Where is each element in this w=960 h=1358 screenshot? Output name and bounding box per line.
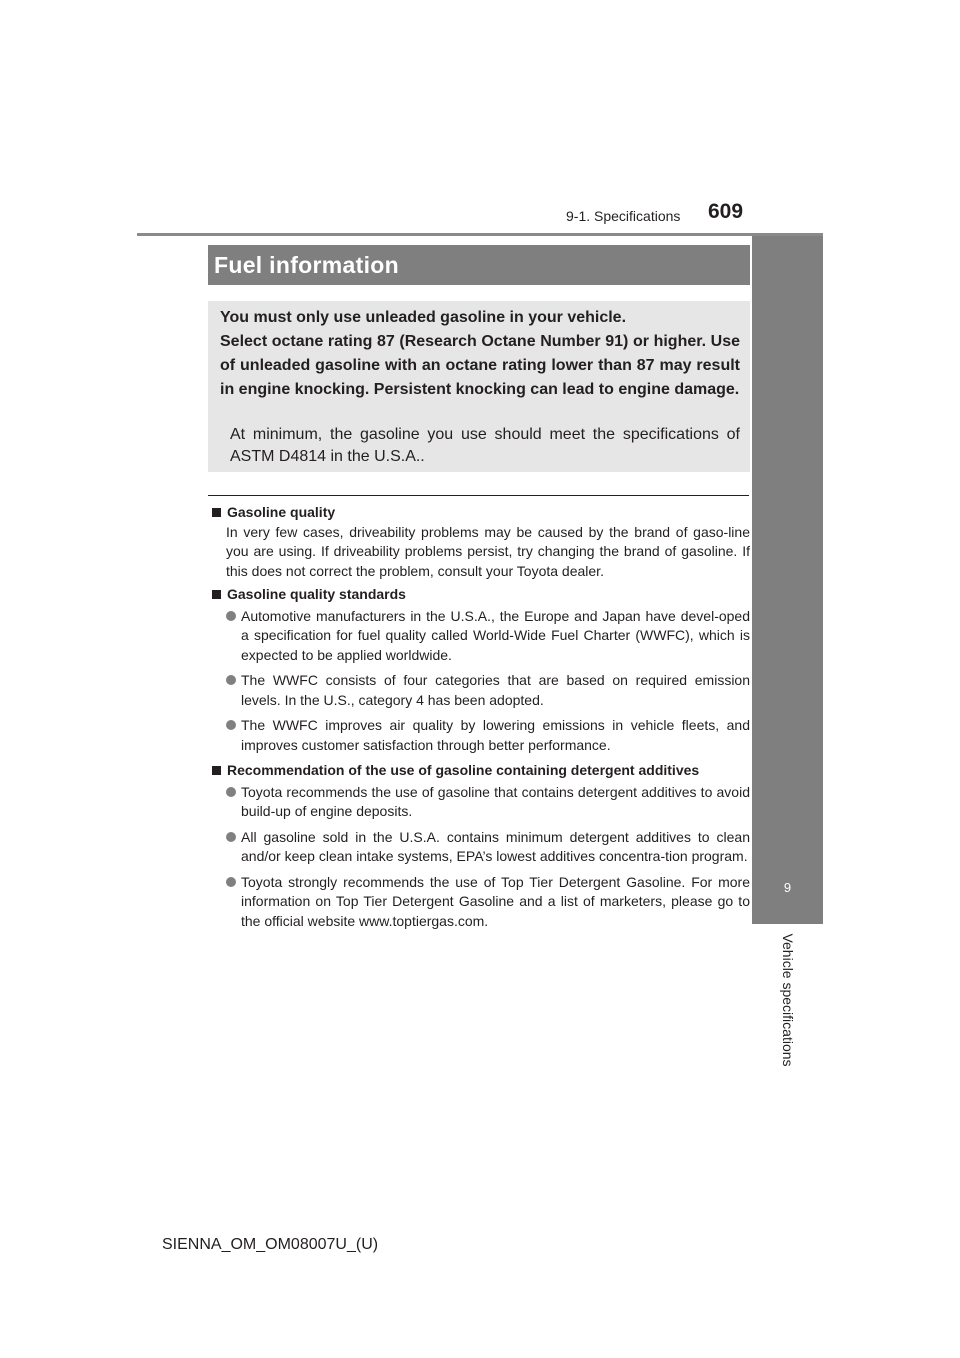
circle-bullet-icon [226, 675, 236, 685]
list-item-text: All gasoline sold in the U.S.A. contains minimum detergent additives to clean and/or keep clean intake systems, EPA’s lowest additives concentra-tion program. [241, 828, 750, 864]
list-item-text: Toyota strongly recommends the use of Top Tier Detergent Gasoline. For more information on Top Tier Detergent Gasoline and a list of marketers, please go to the official website www.toptiergas.com. [241, 873, 750, 929]
page-number: 609 [708, 200, 744, 223]
chapter-label-container [776, 932, 800, 1082]
list-item-text: The WWFC improves air quality by lowering emissions in vehicle fleets, and improves customer satisfaction through better performance. [241, 717, 750, 753]
circle-bullet-icon [226, 787, 236, 797]
section-heading [210, 761, 750, 781]
section-heading-text: Recommendation of the use of gasoline containing detergent additives [227, 762, 700, 778]
intro-note: At minimum, the gasoline you use should meet the specifications of ASTM D4814 in the U.S.A.. [230, 426, 740, 465]
square-bullet-icon [212, 590, 221, 599]
list-item [226, 873, 750, 932]
circle-bullet-icon [226, 877, 236, 887]
square-bullet-icon [212, 508, 221, 517]
page-title: Fuel information [214, 252, 399, 278]
intro-paragraph: Select octane rating 87 (Research Octane Number 91) or higher. Use of unleaded gasoline with an octane rating lower than 87 may result in engine knocking. Persistent knocking can lead to engine damage. [220, 333, 740, 398]
list-item [226, 671, 750, 710]
square-bullet-icon [212, 766, 221, 775]
list-item [226, 783, 750, 822]
circle-bullet-icon [226, 832, 236, 842]
intro-paragraph: You must only use unleaded gasoline in your vehicle. [220, 309, 627, 326]
header-divider [137, 233, 823, 236]
intro-bold-text [220, 306, 740, 402]
list-item [226, 716, 750, 755]
section-heading [210, 585, 750, 605]
section-divider [208, 495, 749, 496]
list-item-text: The WWFC consists of four categories that are based on required emission levels. In the U.S., category 4 has been adopted. [241, 672, 750, 708]
list-item-text: Automotive manufacturers in the U.S.A., the Europe and Japan have devel-oped a specification for fuel quality called World-Wide Fuel Charter (WWFC), which is expected to be applied worldwide. [241, 607, 750, 663]
section-paragraph: In very few cases, driveability problems may be caused by the brand of gaso-line you are using. If driveability problems persist, try changing the brand of gasoline. If this does not correct the problem, consult your Toyota dealer. [226, 523, 750, 579]
section-heading-text: Gasoline quality standards [227, 586, 406, 602]
chapter-side-tab [752, 236, 823, 924]
section-heading-text: Gasoline quality [227, 504, 336, 520]
list-item [226, 828, 750, 867]
content-body [210, 503, 750, 937]
circle-bullet-icon [226, 720, 236, 730]
header-section-title: 9-1. Specifications [566, 208, 681, 224]
list-item-text: Toyota recommends the use of gasoline that contains detergent additives to avoid build-up of engine deposits. [241, 783, 750, 819]
document-code-footer: SIENNA_OM_OM08007U_(U) [162, 1236, 379, 1253]
section-heading [210, 503, 750, 523]
chapter-label: Vehicle specifications [780, 933, 796, 1067]
chapter-number: 9 [783, 880, 792, 895]
list-item [226, 607, 750, 666]
circle-bullet-icon [226, 611, 236, 621]
